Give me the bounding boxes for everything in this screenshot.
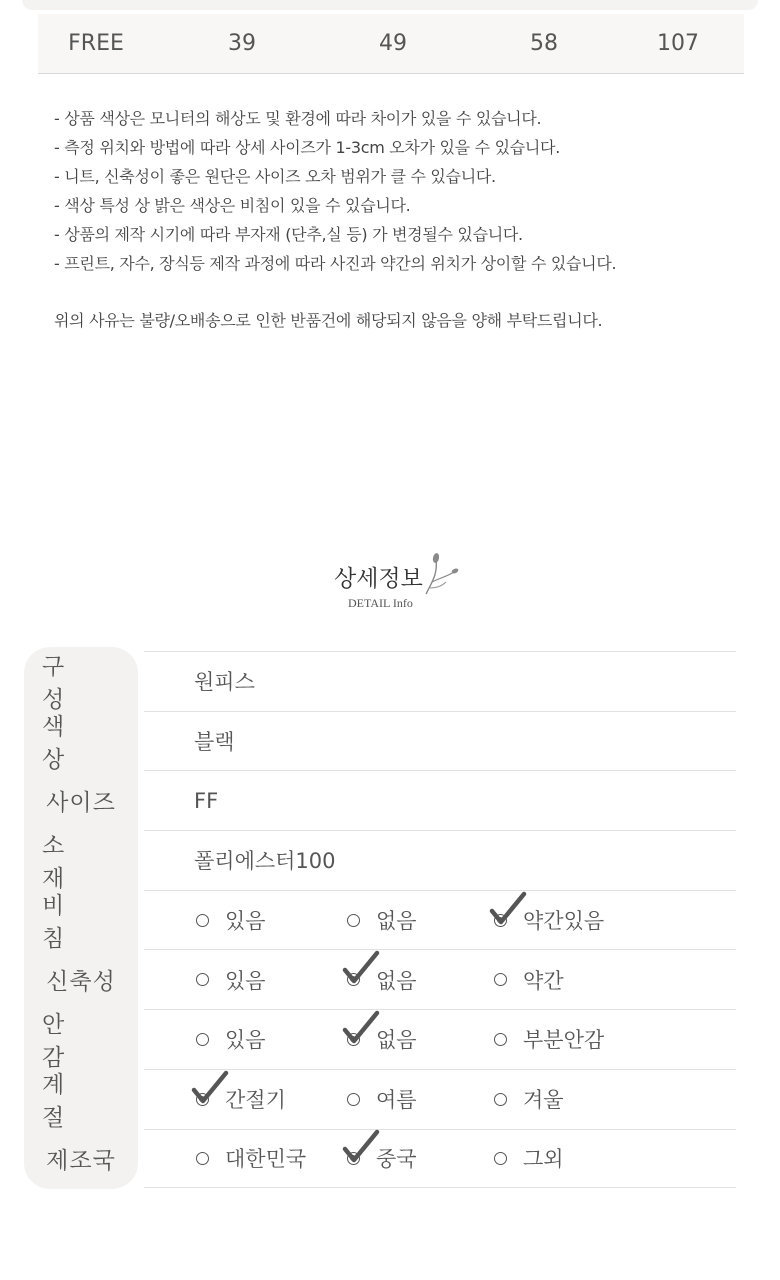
- radio-circle-icon: [347, 914, 360, 927]
- detail-value: 원피스: [194, 670, 255, 695]
- detail-value-cell: [144, 1129, 736, 1189]
- detail-value: 폴리에스터100: [194, 849, 336, 874]
- detail-value-cell: [144, 770, 736, 830]
- detail-option: [196, 1070, 286, 1129]
- radio-circle-icon: [196, 973, 209, 986]
- radio-circle-icon: [196, 1033, 209, 1046]
- radio-circle-icon: [347, 1033, 360, 1046]
- detail-label: 비 침: [42, 892, 83, 952]
- radio-circle-icon: [196, 914, 209, 927]
- size-cell: 58: [530, 31, 558, 56]
- checkmark-icon: [342, 1129, 380, 1165]
- detail-label: 구 성: [42, 653, 83, 713]
- detail-row: [24, 890, 736, 950]
- detail-value-cell: [144, 1009, 736, 1069]
- checkmark-icon: [342, 950, 380, 986]
- detail-option-label: 그외: [523, 1147, 564, 1172]
- size-cell: 107: [657, 31, 699, 56]
- detail-label: 계 절: [42, 1071, 83, 1131]
- top-panel-edge: [22, 0, 758, 10]
- detail-label: 안 감: [42, 1011, 83, 1071]
- detail-option-label: 약간: [523, 968, 564, 993]
- detail-option-label: 없음: [376, 968, 417, 993]
- detail-value-cell: [144, 949, 736, 1009]
- detail-option: [347, 1010, 417, 1069]
- notice-list: [54, 104, 754, 278]
- detail-label: 사이즈: [46, 789, 116, 816]
- detail-option-label: 있음: [225, 968, 266, 993]
- radio-circle-icon: [494, 914, 507, 927]
- return-disclaimer: 위의 사유는 불량/오배송으로 인한 반품건에 해당되지 않음을 양해 부탁드립니다.: [54, 311, 603, 330]
- detail-option: [196, 1130, 306, 1188]
- notice-item: - 상품의 제작 시기에 따라 부자재 (단추,실 등) 가 변경될수 있습니다.: [54, 225, 523, 244]
- radio-circle-icon: [494, 973, 507, 986]
- detail-value-cell: [144, 890, 736, 950]
- radio-circle-icon: [196, 1093, 209, 1106]
- notice-item: - 니트, 신축성이 좋은 원단은 사이즈 오차 범위가 클 수 있습니다.: [54, 167, 496, 186]
- radio-circle-icon: [347, 1152, 360, 1165]
- detail-option-label: 있음: [225, 1028, 266, 1053]
- detail-info-heading: [290, 548, 490, 618]
- detail-value-cell: [144, 1069, 736, 1129]
- detail-option-label: 겨울: [523, 1088, 564, 1113]
- detail-option: [347, 1070, 417, 1129]
- detail-row: [24, 1069, 736, 1129]
- detail-option-label: 여름: [376, 1088, 417, 1113]
- radio-circle-icon: [494, 1093, 507, 1106]
- detail-option-label: 중국: [376, 1147, 417, 1172]
- heading-title: 상세정보: [334, 566, 423, 592]
- detail-option: [494, 891, 604, 950]
- radio-circle-icon: [196, 1152, 209, 1165]
- size-cell: 49: [379, 31, 407, 56]
- detail-option: [196, 950, 266, 1009]
- detail-value: 블랙: [194, 730, 235, 755]
- size-cell: FREE: [68, 31, 124, 56]
- size-cell: 39: [228, 31, 256, 56]
- detail-option: [196, 1010, 266, 1069]
- detail-option: [347, 1130, 417, 1188]
- detail-option-label: 없음: [376, 1028, 417, 1053]
- checkmark-icon: [342, 1010, 380, 1046]
- detail-row: [24, 949, 736, 1009]
- detail-value-cell: [144, 830, 736, 890]
- size-table-row: [38, 14, 744, 74]
- detail-value-cell: [144, 651, 736, 711]
- detail-option: [494, 1010, 604, 1069]
- detail-option-label: 있음: [225, 909, 266, 934]
- detail-option: [347, 950, 417, 1009]
- detail-info-table: [24, 651, 736, 1188]
- detail-label: 소 재: [42, 832, 83, 892]
- detail-option-label: 간절기: [225, 1088, 286, 1113]
- notice-item: - 측정 위치와 방법에 따라 상세 사이즈가 1-3cm 오차가 있을 수 있습니다.: [54, 138, 560, 157]
- flower-sprig-icon: [422, 552, 462, 596]
- radio-circle-icon: [494, 1152, 507, 1165]
- detail-value: FF: [194, 788, 219, 813]
- notice-item: - 색상 특성 상 밝은 색상은 비침이 있을 수 있습니다.: [54, 196, 411, 215]
- detail-row: [24, 770, 736, 830]
- detail-label: 색 상: [42, 713, 83, 773]
- notice-item: - 상품 색상은 모니터의 해상도 및 환경에 따라 차이가 있을 수 있습니다.: [54, 109, 542, 128]
- heading-subtitle: DETAIL Info: [348, 596, 413, 610]
- detail-label: 신축성: [46, 968, 116, 995]
- notice-item: - 프린트, 자수, 장식등 제작 과정에 따라 사진과 약간의 위치가 상이할 수 있습니다.: [54, 254, 617, 273]
- detail-row: [24, 830, 736, 890]
- detail-option: [347, 891, 417, 950]
- checkmark-icon: [191, 1070, 229, 1106]
- detail-row: [24, 651, 736, 711]
- detail-row: [24, 711, 736, 771]
- checkmark-icon: [489, 891, 527, 927]
- radio-circle-icon: [347, 973, 360, 986]
- detail-option-label: 약간있음: [523, 909, 605, 934]
- detail-label: 제조국: [46, 1147, 116, 1174]
- detail-option-label: 없음: [376, 909, 417, 934]
- detail-option: [196, 891, 266, 950]
- detail-row: [24, 1129, 736, 1189]
- detail-option: [494, 1130, 564, 1188]
- radio-circle-icon: [494, 1033, 507, 1046]
- detail-option-label: 부분안감: [523, 1028, 605, 1053]
- detail-value-cell: [144, 711, 736, 771]
- detail-option-label: 대한민국: [225, 1147, 307, 1172]
- detail-option: [494, 950, 564, 1009]
- detail-row: [24, 1009, 736, 1069]
- detail-option: [494, 1070, 564, 1129]
- radio-circle-icon: [347, 1093, 360, 1106]
